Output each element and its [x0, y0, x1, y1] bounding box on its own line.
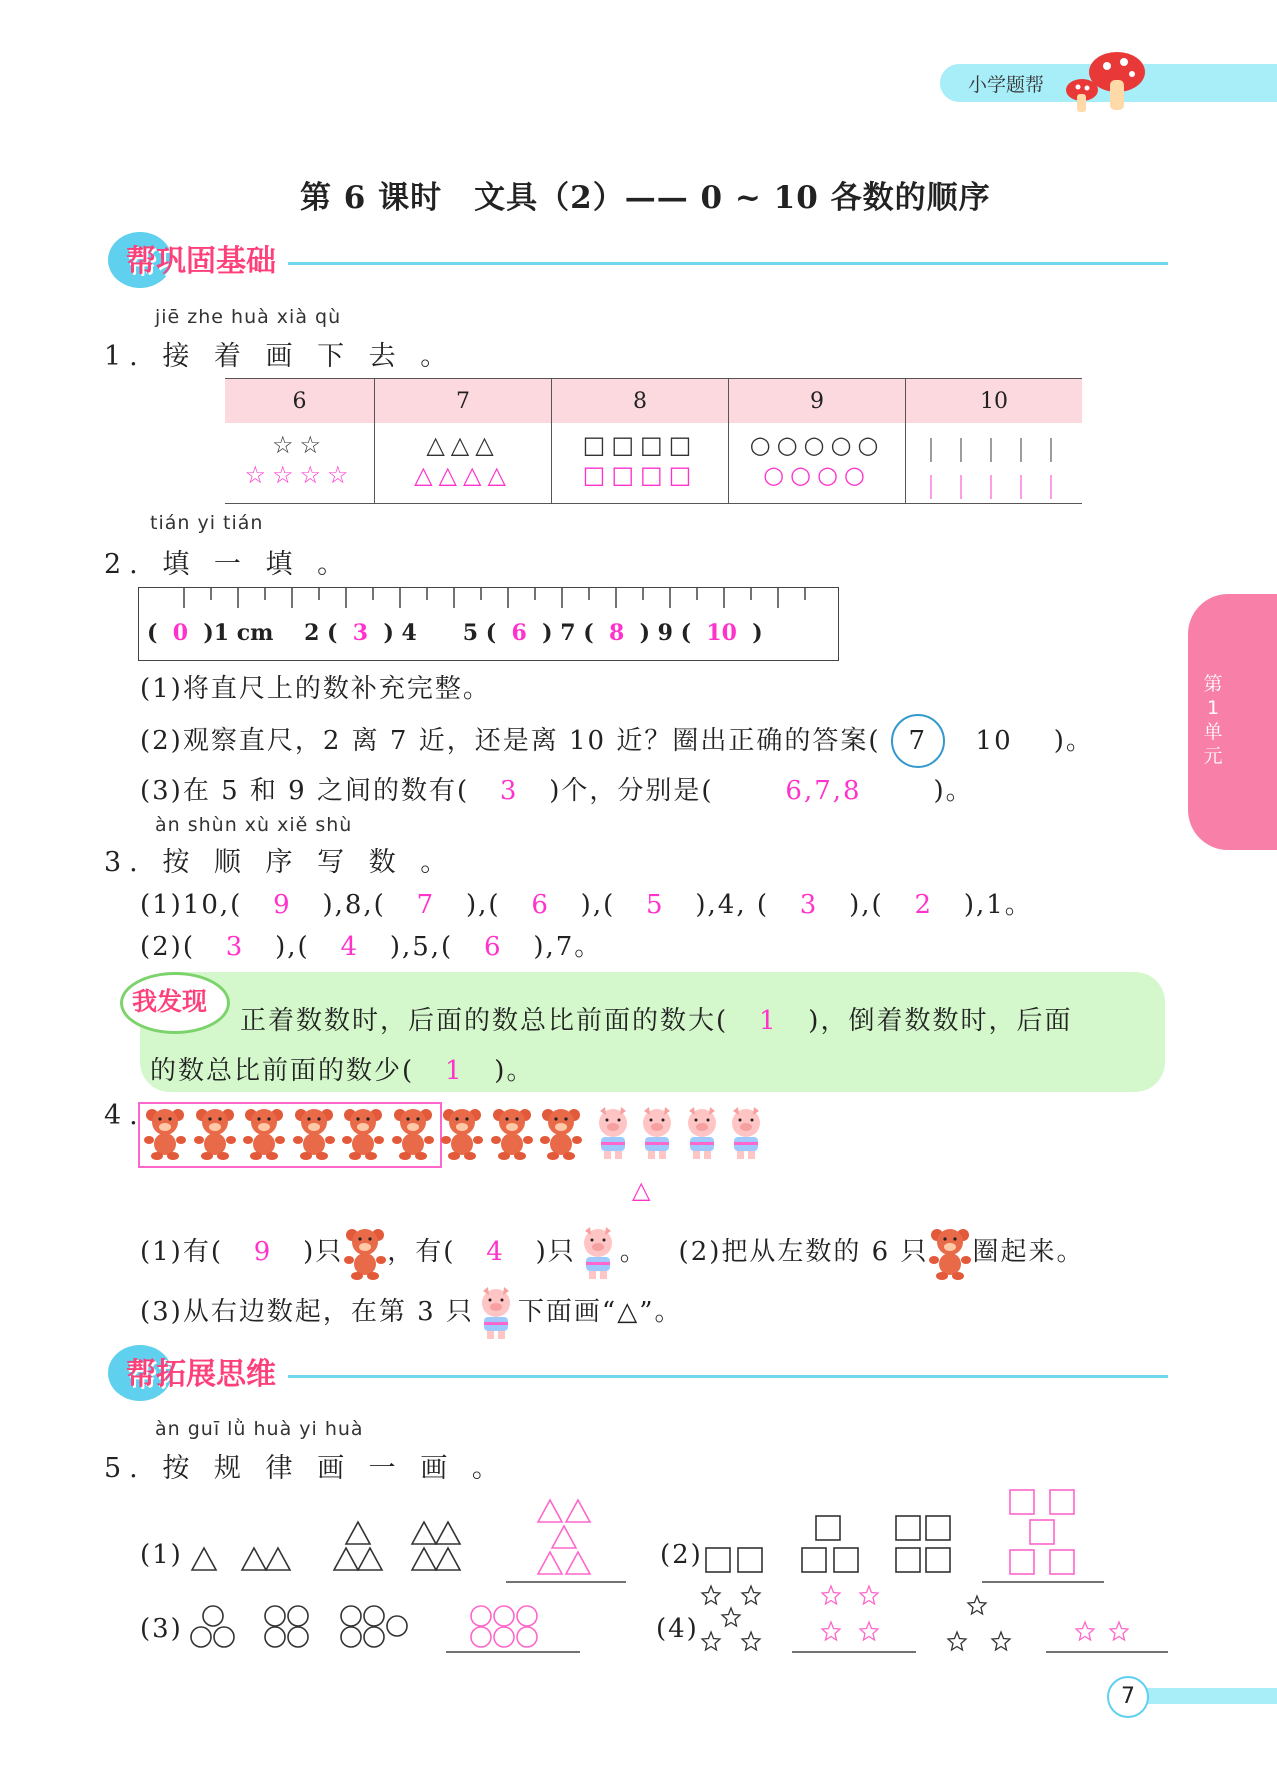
q2-s2-post: )。: [1053, 726, 1094, 756]
q4-answer: 4: [486, 1237, 505, 1267]
q1-header: 9: [729, 379, 906, 424]
q1-text: 1. 接 着 画 下 去 。: [104, 341, 456, 372]
q1-given: ☆☆: [271, 431, 328, 459]
q4-triangle-mark: △: [632, 1176, 651, 1204]
discovery-text: 正着数数时，后面的数总比前面的数大(: [240, 1006, 729, 1036]
q4-text: 下面画“△”。: [517, 1297, 683, 1327]
q4-answer: 9: [253, 1237, 273, 1267]
q3-l1-answer: 2: [914, 890, 934, 920]
discovery-answer: 1: [758, 1006, 778, 1036]
q3-l1-answer: 6: [531, 890, 550, 920]
q3-l1-answer: 9: [273, 890, 292, 920]
ruler-labels: ( 0 )1 cm 2 ( 3 ) 4 5 ( 6 ) 7 ( 8 ) 9 ( 10 ): [147, 620, 763, 646]
q3-l2-text: (2)(: [140, 932, 195, 962]
q2-s2-option: 10: [975, 726, 1013, 756]
page-bar: [1145, 1688, 1277, 1704]
q3-l2-text: ),7。: [533, 932, 603, 962]
ruler-label: 2 (: [304, 620, 338, 646]
q4-text: (3)从右边数起，在第 3 只: [140, 1297, 474, 1327]
q3-text: 3. 按 顺 序 写 数 。: [104, 847, 456, 878]
q3-l1-text: ),1。: [963, 890, 1033, 920]
q3-l1-text: ),(: [849, 890, 884, 920]
q2-s2-circled-answer: 7: [891, 714, 945, 768]
q3-l1-text: ),4, (: [695, 890, 769, 920]
q3-pinyin: àn shùn xù xiě shù: [155, 814, 353, 836]
ruler-blank: 10: [706, 620, 737, 646]
q1-header: 8: [552, 379, 729, 424]
q2-s3-pre: (3)在 5 和 9 之间的数有(: [140, 776, 470, 806]
ruler-blank: 3: [352, 620, 369, 646]
q4-text: 。: [619, 1237, 648, 1267]
ruler-blank: 6: [511, 620, 527, 646]
q3-l1-answer: 7: [416, 890, 436, 920]
q3-l2-answer: 3: [225, 932, 245, 962]
q3-l1-text: ),8,(: [322, 890, 386, 920]
discovery-badge-label: 我发现: [132, 987, 208, 1016]
q2-text: 2. 填 一 填 。: [104, 549, 353, 580]
q3-l1-text: (1)10,(: [140, 890, 243, 920]
q1-answer: △△△△: [414, 461, 512, 489]
q5-pinyin: àn guī lǜ huà yi huà: [155, 1418, 364, 1440]
q1-given: □□□□: [582, 431, 698, 459]
q1-header: 10: [906, 379, 1083, 424]
q2-s1: (1)将直尺上的数补充完整。: [140, 674, 491, 704]
ruler-label: ) 4: [383, 620, 417, 646]
discovery-answer: 1: [444, 1056, 464, 1086]
q5-text: 5. 按 规 律 画 一 画 。: [104, 1453, 507, 1484]
brand-label: 小学题帮: [968, 74, 1045, 96]
side-tab-label: 第1单元: [1203, 673, 1223, 767]
q3-l2-answer: 6: [483, 932, 503, 962]
q1-header: 7: [375, 379, 552, 424]
discovery-text: )。: [494, 1056, 535, 1086]
q3-l2-text: ),5,(: [389, 932, 454, 962]
page-number: 7: [1107, 1676, 1149, 1718]
q2-s3-post: )。: [933, 776, 974, 806]
q3-l2-answer: 4: [340, 932, 360, 962]
q5-label-3: (3): [140, 1614, 183, 1644]
ruler-blank: 0: [172, 620, 189, 646]
q3-l1-text: ),(: [580, 890, 616, 920]
q2-s3-answer: 6,7,8: [785, 776, 862, 806]
ruler-label: 5 (: [462, 620, 497, 646]
q1-answer: □□□□: [582, 461, 698, 489]
q4-text: (2)把从左数的 6 只: [678, 1237, 929, 1267]
q1-pinyin: jiē zhe huà xià qù: [155, 306, 342, 328]
q1-given: ｜｜｜｜｜: [919, 437, 1069, 465]
q3-l1-answer: 3: [799, 890, 819, 920]
q1-answer: ○○○○: [763, 461, 871, 489]
ruler-label: )1 cm: [203, 620, 274, 646]
discovery-text: 的数总比前面的数少(: [150, 1056, 415, 1086]
q4-text: 圈起来。: [972, 1237, 1085, 1267]
ruler-blank: 8: [608, 620, 625, 646]
lesson-title: 第 6 课时 文具（2）—— 0 ~ 10 各数的顺序: [300, 180, 991, 216]
q5-label-1: (1): [140, 1540, 183, 1570]
q1-given: ○○○○○: [749, 431, 885, 459]
q3-l1-answer: 5: [646, 890, 665, 920]
q2-s2-pre: (2)观察直尺，2 离 7 近，还是离 10 近？圈出正确的答案(: [140, 726, 881, 756]
ruler-label: ) 7 (: [542, 620, 594, 646]
ruler-label: ) 9 (: [639, 620, 692, 646]
q4-text: (1)有(: [140, 1237, 223, 1267]
q4-text: )只: [535, 1237, 576, 1267]
q2-pinyin: tián yi tián: [150, 512, 264, 534]
q4-label: 4.: [104, 1100, 146, 1131]
q2-s3-answer: 3: [499, 776, 519, 806]
q1-answer: ☆☆☆☆: [244, 461, 355, 489]
discovery-text: )，倒着数数时，后面: [808, 1006, 1073, 1036]
q1-header: 6: [225, 379, 375, 424]
q1-given: △△△: [426, 431, 500, 459]
q4-text: ，有(: [387, 1237, 456, 1267]
section-title-basic: 帮巩固基础: [126, 244, 276, 279]
section-title-extend: 帮拓展思维: [126, 1357, 276, 1392]
q2-s3-mid: )个，分别是(: [549, 776, 714, 806]
q1-answer: ｜｜｜｜｜: [919, 474, 1069, 502]
q3-l1-text: ),(: [465, 890, 501, 920]
q5-label-2: (2): [660, 1540, 703, 1570]
q4-text: )只: [303, 1237, 344, 1267]
q3-l2-text: ),(: [275, 932, 310, 962]
q5-label-4: (4): [656, 1614, 699, 1644]
